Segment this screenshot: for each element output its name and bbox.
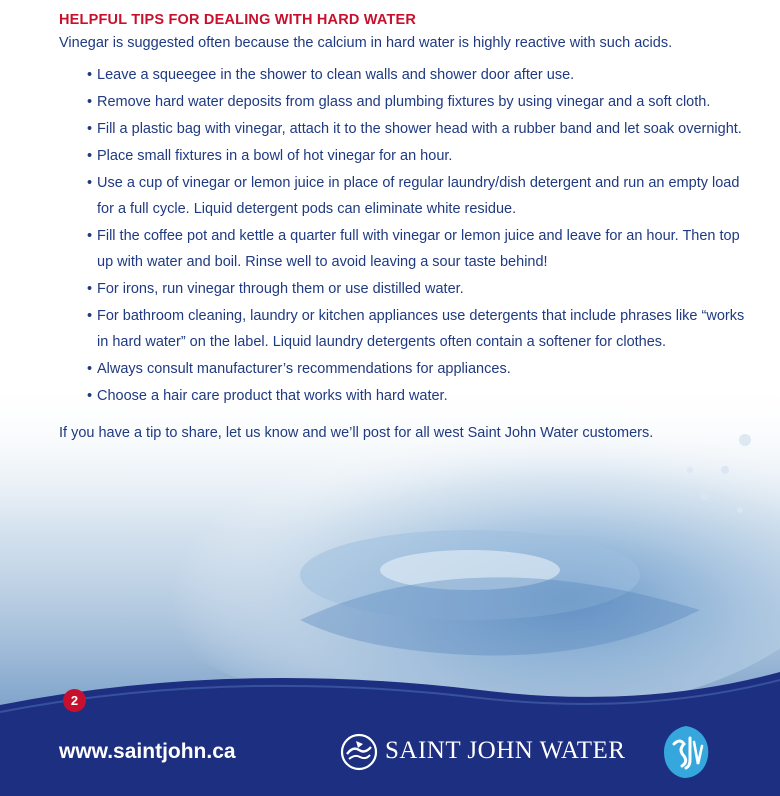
city-crest-icon [339,732,379,772]
page-number-badge: 2 [63,689,86,712]
list-item [87,89,749,115]
tip-text: For bathroom cleaning, laundry or kitchen appliances use detergents that include phrases like “works in hard water” on the label. Liquid laundry detergents often contain a softener for clothes. [97,308,745,350]
tip-text: Always consult manufacturer’s recommendations for appliances. [97,361,511,377]
list-item [87,303,749,355]
bullet-icon: • [87,308,93,324]
list-item [87,223,749,275]
intro-paragraph: Vinegar is suggested often because the calcium in hard water is highly reactive with such acids. [59,35,673,51]
tips-article [59,12,749,443]
tip-text: Place small fixtures in a bowl of hot vinegar for an hour. [97,148,453,164]
bullet-icon: • [87,388,93,404]
list-item [87,276,749,302]
list-item [87,62,749,88]
bullet-icon: • [87,175,93,191]
closing-note: If you have a tip to share, let us know and we’ll post for all west Saint John Water customers. [59,425,654,441]
bullet-icon: • [87,148,93,164]
tip-text: Use a cup of vinegar or lemon juice in place of regular laundry/dish detergent and run an empty load for a full cycle. Liquid detergent pods can eliminate white residue. [97,175,740,217]
list-item [87,383,749,409]
list-item [87,116,749,142]
bullet-icon: • [87,67,93,83]
tip-text: Choose a hair care product that works with hard water. [97,388,448,404]
list-item [87,170,749,222]
tip-text: For irons, run vinegar through them or use distilled water. [97,281,464,297]
bullet-icon: • [87,281,93,297]
brand-name: SAINT JOHN WATER [385,737,626,764]
tip-text: Leave a squeegee in the shower to clean walls and shower door after use. [97,67,575,83]
list-item [87,143,749,169]
page-title: HELPFUL TIPS FOR DEALING WITH HARD WATER [59,12,417,28]
tips-list [59,62,749,409]
list-item [87,356,749,382]
tip-text: Remove hard water deposits from glass and plumbing fixtures by using vinegar and a soft cloth. [97,94,711,110]
tip-text: Fill the coffee pot and kettle a quarter full with vinegar or lemon juice and leave for an hour. Then top up with water and boil. Rinse well to avoid leaving a sour taste behind! [97,228,740,270]
bullet-icon: • [87,121,93,137]
bullet-icon: • [87,94,93,110]
sjw-water-logo-icon [660,724,712,780]
bullet-icon: • [87,361,93,377]
bullet-icon: • [87,228,93,244]
tip-text: Fill a plastic bag with vinegar, attach it to the shower head with a rubber band and let soak overnight. [97,121,742,137]
website-link[interactable]: www.saintjohn.ca [59,740,236,763]
